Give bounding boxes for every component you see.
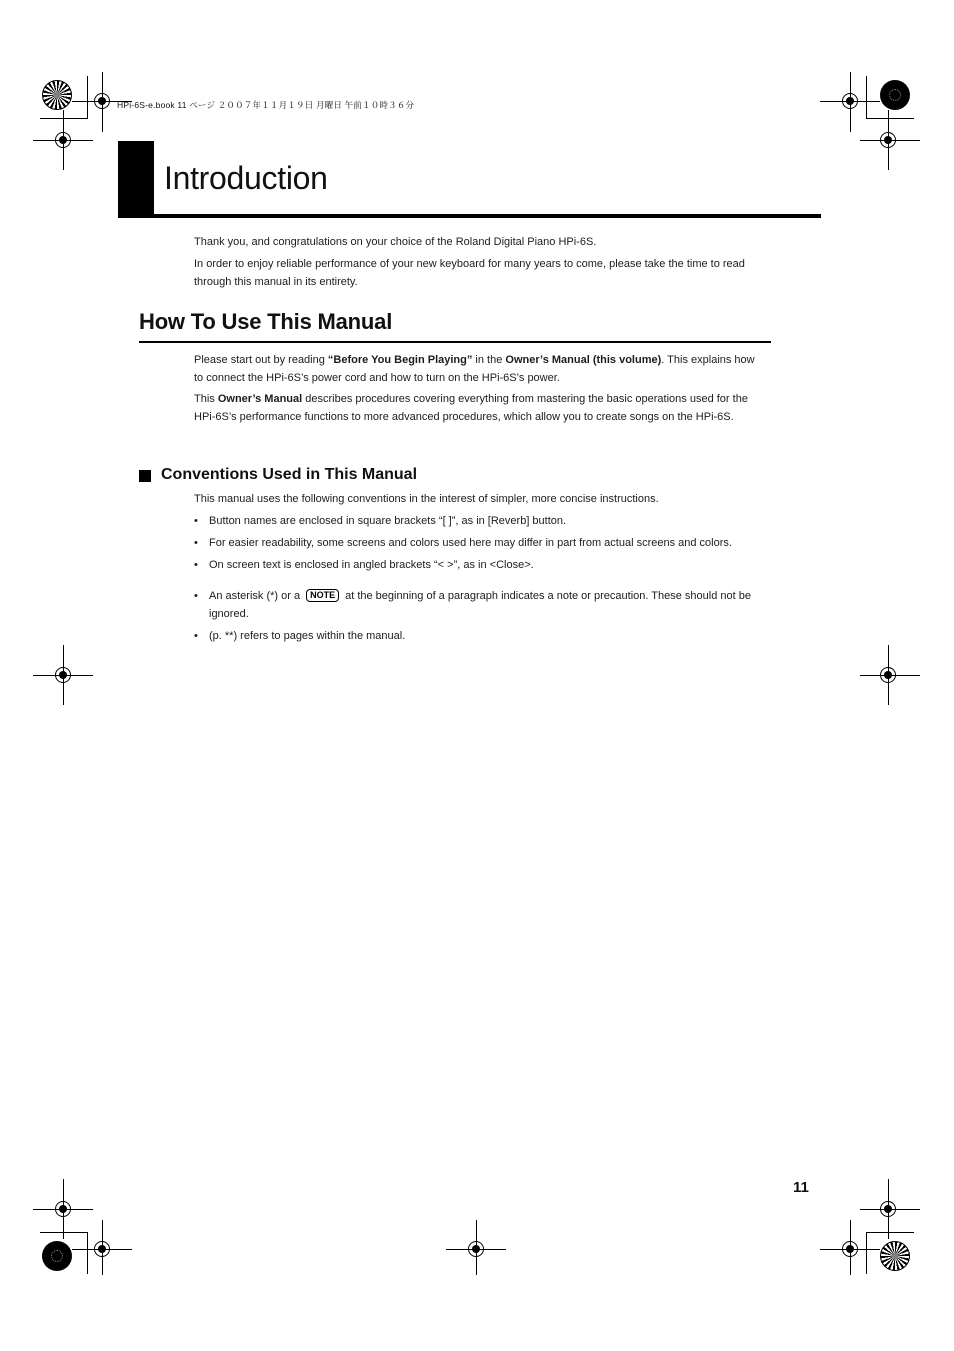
chapter-rule	[118, 214, 821, 218]
chapter-marker-block	[118, 141, 154, 218]
registration-mark-icon	[880, 667, 896, 683]
bullet-icon: •	[194, 630, 198, 642]
print-header: HPi-6S-e.book 11 ページ ２００７年１１月１９日 月曜日 午前１０時３６分	[117, 100, 415, 110]
section-rule	[139, 341, 771, 343]
registration-mark-icon	[842, 93, 858, 109]
page-number: 11	[793, 1179, 809, 1196]
list-item-text: For easier readability, some screens and colors used here may differ in part from actual screens and colors.	[209, 537, 732, 549]
bullet-icon: •	[194, 559, 198, 571]
crop-burst-icon	[42, 80, 72, 110]
crop-target-icon	[880, 80, 910, 110]
bullet-icon: •	[194, 515, 198, 527]
chapter-title: Introduction	[164, 160, 328, 196]
registration-mark-icon	[880, 1201, 896, 1217]
registration-mark-icon	[55, 132, 71, 148]
crop-target-icon	[42, 1241, 72, 1271]
section-paragraph-1: Please start out by reading “Before You Begin Playing” in the Owner’s Manual (this volume). This explains how to connect the HPi-6S’s power cord and how to turn on the HPi-6S’s power.	[194, 354, 755, 384]
section-paragraph-2: This Owner’s Manual describes procedures covering everything from mastering the basic operations used for the HPi-6S’s performance functions to more advanced procedures, which allow you to create songs on the HPi-6S.	[194, 393, 748, 423]
registration-mark-icon	[468, 1241, 484, 1257]
list-item-text: (p. **) refers to pages within the manual.	[209, 630, 406, 642]
registration-mark-icon	[842, 1241, 858, 1257]
subsection-intro: This manual uses the following conventions in the interest of simpler, more concise instructions.	[194, 493, 659, 505]
list-item-text: An asterisk (*) or a NOTE at the beginning of a paragraph indicates a note or precaution. These should not be ignored.	[209, 590, 751, 620]
note-badge-icon: NOTE	[306, 589, 339, 602]
registration-mark-icon	[55, 1201, 71, 1217]
registration-mark-icon	[55, 667, 71, 683]
registration-mark-icon	[94, 1241, 110, 1257]
section-title: How To Use This Manual	[139, 309, 393, 334]
list-item-text: Button names are enclosed in square brackets “[ ]”, as in [Reverb] button.	[209, 515, 567, 527]
list-item-text: On screen text is enclosed in angled brackets “< >”, as in <Close>.	[209, 559, 534, 571]
bullet-icon: •	[194, 537, 198, 549]
subsection-title: Conventions Used in This Manual	[161, 466, 418, 483]
registration-mark-icon	[880, 132, 896, 148]
registration-mark-icon	[94, 93, 110, 109]
intro-paragraph-1: Thank you, and congratulations on your choice of the Roland Digital Piano HPi-6S.	[194, 236, 597, 248]
crop-burst-icon	[880, 1241, 910, 1271]
intro-paragraph-2: In order to enjoy reliable performance of your new keyboard for many years to come, please take the time to read through this manual in its entirety.	[194, 258, 745, 288]
square-bullet-icon	[139, 470, 151, 482]
bullet-icon: •	[194, 590, 198, 602]
